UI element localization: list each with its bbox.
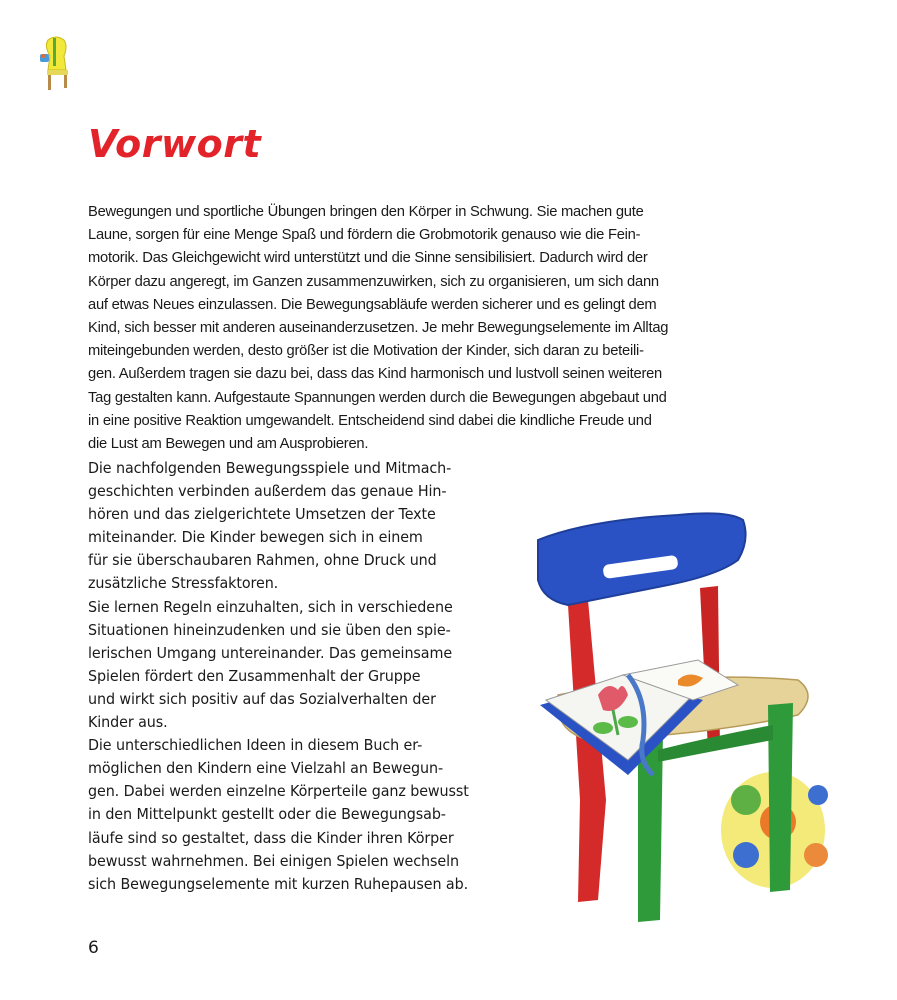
text-line: sich Bewegungselemente mit kurzen Ruhepausen ab. <box>88 874 469 893</box>
text-line: Tag gestalten kann. Aufgestaute Spannungen werden durch die Bewegungen abgebaut und <box>88 388 667 406</box>
text-line: bewusst wahrnehmen. Bei einigen Spielen wechseln <box>88 851 459 870</box>
text-line: Körper dazu angeregt, im Ganzen zusammenzuwirken, sich zu organisieren, um sich dann <box>88 272 659 290</box>
text-line: gen. Dabei werden einzelne Körperteile ganz bewusst <box>88 782 469 801</box>
text-line: Die nachfolgenden Bewegungsspiele und Mitmach- <box>88 459 452 477</box>
text-line: Kinder aus. <box>88 713 168 732</box>
text-line: und wirkt sich positiv auf das Sozialverhalten der <box>88 689 436 708</box>
text-line: möglichen den Kindern eine Vielzahl an Bewegun- <box>88 759 444 778</box>
text-line: zusätzliche Stressfaktoren. <box>88 574 279 593</box>
text-line: Die unterschiedlichen Ideen in diesem Buch er- <box>88 736 423 755</box>
page-number: 6 <box>88 938 99 958</box>
intro-paragraph <box>88 200 806 455</box>
text-line: für sie überschaubaren Rahmen, ohne Druck und <box>88 551 437 570</box>
text-line: miteinander. Die Kinder bewegen sich in einem <box>88 528 423 547</box>
text-line: Sie lernen Regeln einzuhalten, sich in verschiedene <box>88 597 453 616</box>
text-line: gen. Außerdem tragen sie dazu bei, dass das Kind harmonisch und lustvoll seinen weiteren <box>88 365 663 383</box>
text-line: motorik. Das Gleichgewicht wird unterstützt und die Sinne sensibilisiert. Dadurch wird der <box>88 249 648 267</box>
chair-illustration <box>528 500 838 940</box>
text-line: geschichten verbinden außerdem das genaue Hin- <box>88 482 447 501</box>
text-line: in den Mittelpunkt gestellt oder die Bewegungsab- <box>88 805 446 824</box>
text-line: miteingebunden werden, desto größer ist die Motivation der Kinder, sich daran zu beteili- <box>88 342 644 360</box>
text-line: Kind, sich besser mit anderen auseinanderzusetzen. Je mehr Bewegungselemente im Alltag <box>88 319 669 337</box>
column-paragraphs <box>88 457 497 896</box>
text-line: auf etwas Neues einzulassen. Die Bewegungsabläufe werden sicherer und es gelingt dem <box>88 295 657 313</box>
text-line: in eine positive Reaktion umgewandelt. Entscheidend sind dabei die kindliche Freude und <box>88 411 652 429</box>
text-line: hören und das zielgerichtete Umsetzen der Texte <box>88 505 436 524</box>
text-line: Situationen hineinzudenken und sie üben den spie- <box>88 620 451 639</box>
text-line: Laune, sorgen für eine Menge Spaß und fördern die Grobmotorik genauso wie die Fein- <box>88 226 641 244</box>
text-line: Bewegungen und sportliche Übungen bringen den Körper in Schwung. Sie machen gute <box>88 203 644 220</box>
text-line: Spielen fördert den Zusammenhalt der Gruppe <box>88 666 421 685</box>
text-line: lerischen Umgang untereinander. Das gemeinsame <box>88 643 453 662</box>
text-line: die Lust am Bewegen und am Ausprobieren. <box>88 435 369 453</box>
text-line: läufe sind so gestaltet, dass die Kinder ihren Körper <box>88 828 454 847</box>
small-chair-icon <box>36 34 78 92</box>
page-title: Vorwort <box>88 122 262 166</box>
